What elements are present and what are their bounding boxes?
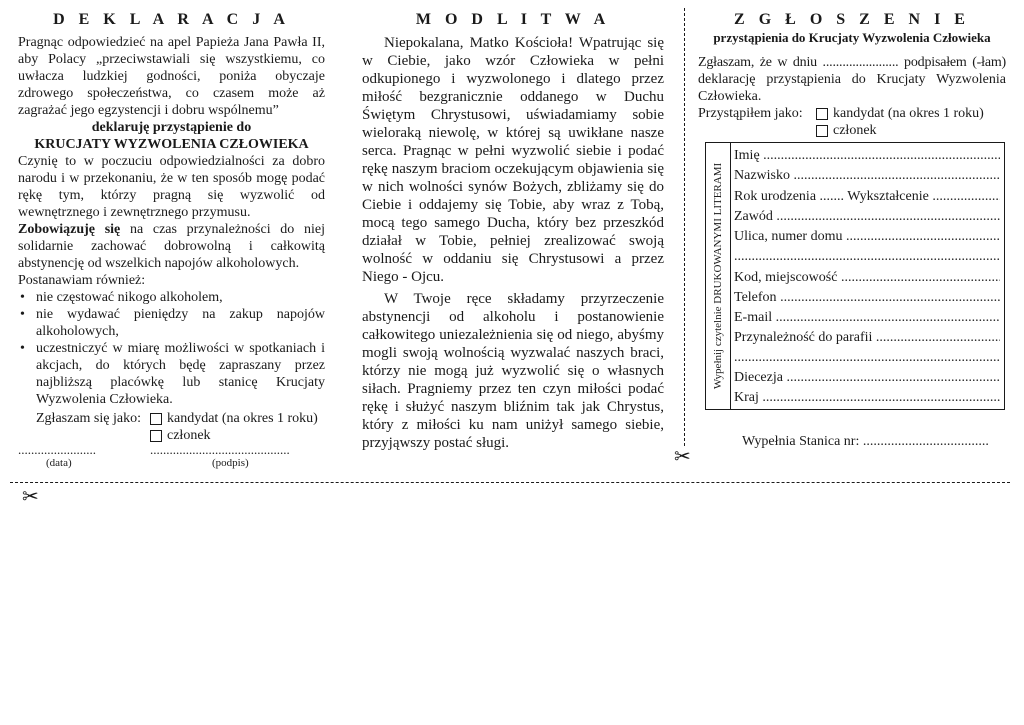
declare-line: deklaruję przystąpienie do: [91, 120, 252, 135]
candidate-option-label: kandydat (na okres 1 roku): [167, 411, 318, 426]
intro-line: aby Polacy „przeciwstawiali się wszystkiemu, co: [18, 52, 325, 67]
signature-field[interactable]: [150, 442, 290, 458]
intro-line-last: zagrażać jego egzystencji i dobru wspólnemu”: [18, 103, 279, 118]
krucjata-heading: KRUCJATY WYZWOLENIA CZŁOWIEKA: [34, 137, 309, 152]
print-instruction-label: [706, 143, 731, 409]
zgloszenie-section: [698, 8, 1006, 139]
joined-row-candidate: [698, 105, 1006, 122]
join-label: Zgłaszam się jako:: [36, 411, 141, 426]
responsibility-paragraph: Czynię to w poczuciu odpowiedzialności za dobro narodu i w przekonaniu, że w ten sposób mogę podać rękę tym, którzy pragną się wyzwolić od wewnętrznego i zewnętrznego przymusu.: [18, 154, 325, 220]
scissors-icon: ✂: [22, 484, 39, 508]
statement-rest: deklarację przystąpienia do Krucjaty Wyzwolenia Człowieka.: [698, 72, 1006, 104]
resolve-label: Postanawiam również:: [18, 273, 146, 288]
list-item: • nie częstować nikogo alkoholem,: [18, 289, 325, 306]
signature-dots: ...........................................: [150, 442, 290, 457]
field-email[interactable]: E-mail .....: [734, 310, 1000, 326]
print-instruction-text: Wypełnij czytelnie DRUKOWANYMI LITERAMI: [712, 162, 724, 390]
field-last-name[interactable]: Nazwisko .....: [734, 168, 1000, 184]
join-row-candidate: [18, 410, 325, 427]
prayer-paragraph-2: W Twoje ręce składamy przyrzeczenie abstynencji od alkoholu i postanowienie całkowitego uniezależnienia się od niego, abyśmy mogli swoją wolnością wyzwalać naszych braci, którzy nie mogą już wyzwolić się o własnych siłach. Pragniemy przez ten czyn miłości podać rękę i służyć naszym bliźnim tak jak Chrystus, który z miłości ku nam uniżył samego siebie, przyjąwszy postać sługi.: [362, 291, 664, 451]
modlitwa-title: M O D L I T W A: [415, 11, 611, 28]
date-dots: ........................: [18, 442, 96, 457]
scissors-icon: ✂: [674, 444, 691, 468]
prayer-paragraph-1: Niepokalana, Matko Kościoła! Wpatrując się w Ciebie, jako wzór Człowieka w pełni odkupionego i wyzwolonego i dlatego przez miłość bezgranicznie oddanego w Duchu Świętym Chrystusowi, uświadamiamy sobie wieloraką niewolę, w której są uwikłane nasze serca. Pragnąc w pełni wyzwolić siebie i podać rękę naszym braciom oczekującym objawienia się w nich wolności synów Bożych, zbliżamy się do Ciebie i oddajemy się Tobie, aby wraz z Tobą, mocą tego samego Ducha, który bez przeszkód działał w Tobie, pełniej zrealizować swoją wolność w oddaniu się Chrystusowi a przez Niego - Ojcu.: [362, 35, 664, 285]
joined-label: Przystąpiłem jako:: [698, 106, 803, 121]
field-postcode-city[interactable]: Kod, miejscowość .....: [734, 270, 1000, 286]
zgloszenie-title: Z G Ł O S Z E N I E: [734, 11, 970, 28]
joined-row-member: [698, 122, 1006, 139]
resolutions-list: [18, 289, 325, 408]
list-item: • nie wydawać pieniędzy na zakup napojów alkoholowych,: [18, 306, 325, 340]
intro-line: uwłacza ludzkiej godności, poniża obyczaje: [18, 69, 325, 84]
candidate-option-label: kandydat (na okres 1 roku): [833, 106, 984, 121]
commitment-paragraph: [18, 221, 325, 272]
field-birth-year-education[interactable]: Rok urodzenia ....... Wykształcenie .....: [734, 189, 1000, 205]
candidate-checkbox[interactable]: [150, 413, 162, 425]
zgloszenie-subtitle: przystąpienia do Krucjaty Wyzwolenia Człowieka: [713, 30, 991, 45]
date-label: (data): [46, 457, 72, 469]
field-parish-extra[interactable]: [734, 350, 1000, 366]
member-checkbox[interactable]: [816, 125, 828, 137]
commitment-rest: na czas przynależności do niej solidarnie zachować dobrowolną i całkowitą abstynencję od wszelkich napojów alkoholowych.: [18, 222, 325, 271]
member-checkbox[interactable]: [150, 430, 162, 442]
date-field[interactable]: [18, 442, 96, 458]
deklaracja-title: D E K L A R A C J A: [53, 11, 290, 28]
stanica-dots: ....................................: [862, 434, 989, 449]
field-address-extra[interactable]: [734, 249, 1000, 265]
vertical-cut-line: [684, 8, 685, 446]
modlitwa-section: [362, 8, 664, 452]
candidate-checkbox[interactable]: [816, 108, 828, 120]
field-occupation[interactable]: Zawód .....: [734, 209, 1000, 225]
field-parish[interactable]: Przynależność do parafii .....: [734, 330, 1000, 346]
member-option-label: członek: [833, 123, 877, 138]
statement-line: Zgłaszam, że w dniu ....................... podpisałem (-łam): [698, 55, 1006, 70]
field-phone[interactable]: Telefon .....: [734, 290, 1000, 306]
stanica-label: Wypełnia Stanica nr:: [742, 434, 860, 449]
field-country[interactable]: Kraj .....: [734, 390, 1000, 406]
stanica-field[interactable]: [742, 434, 989, 450]
field-diocese[interactable]: Diecezja .....: [734, 370, 1000, 386]
field-first-name[interactable]: Imię .....: [734, 148, 1000, 164]
registration-form: [705, 142, 1005, 410]
member-option-label: członek: [167, 428, 211, 443]
intro-line: zdrowego społeczeństwa, co czasem może aż: [18, 86, 325, 101]
deklaracja-section: [18, 8, 325, 444]
horizontal-cut-line: [10, 482, 1010, 483]
commitment-bold: Zobowiązuję się: [18, 222, 121, 237]
signature-label: (podpis): [212, 457, 249, 469]
intro-line: Pragnąc odpowiedzieć na apel Papieża Jana Pawła II,: [18, 35, 325, 50]
field-street[interactable]: Ulica, numer domu .....: [734, 229, 1000, 245]
list-item: • uczestniczyć w miarę możliwości w spotkaniach i akcjach, do których będę zapraszany przez najbliższą placówkę lub stanicę Krucjaty Wyzwolenia Człowieka.: [18, 340, 325, 408]
